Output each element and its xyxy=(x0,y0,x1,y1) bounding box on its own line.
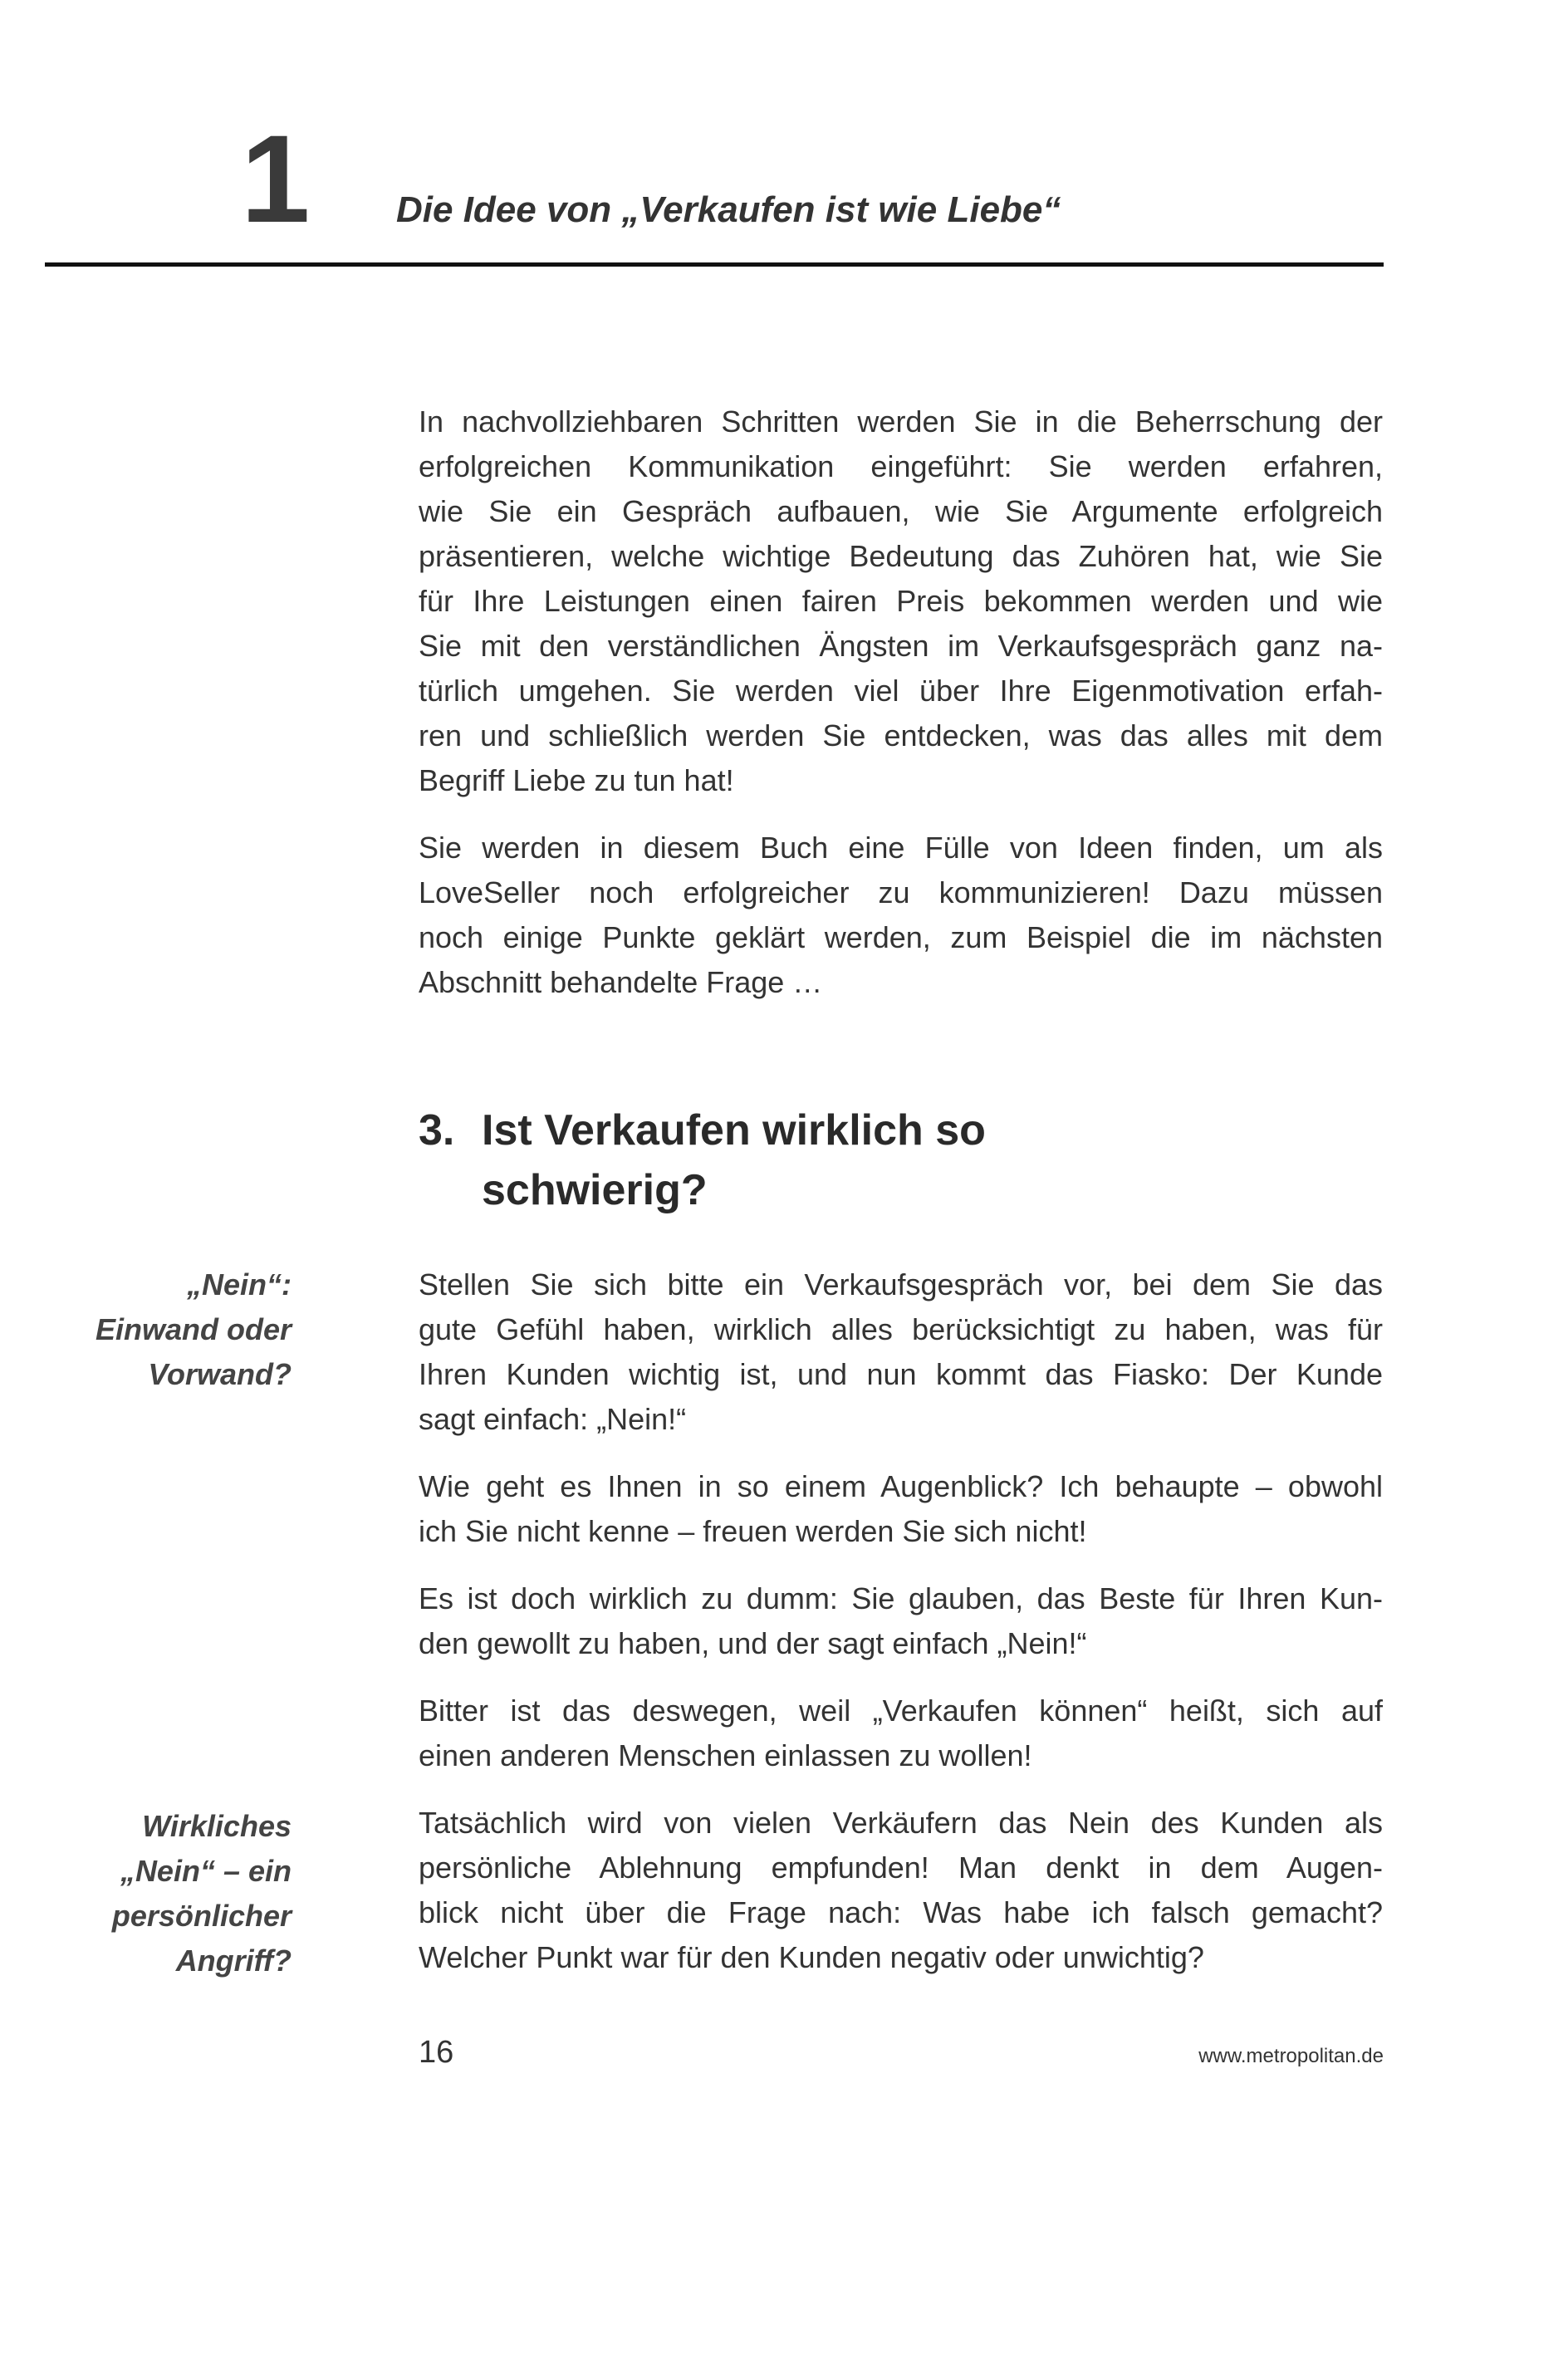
header-divider xyxy=(45,262,1384,267)
text-line: Angriff? xyxy=(175,1944,292,1978)
paragraph xyxy=(419,826,1383,1005)
text-line: blick nicht über die Frage nach: Was habe ich falsch gemacht? xyxy=(419,1895,1383,1929)
text-line: ren und schließlich werden Sie entdecken, was das alles mit dem xyxy=(419,718,1383,752)
text-line: erfolgreichen Kommunikation eingeführt: Sie werden erfahren, xyxy=(419,449,1383,483)
chapter-title: Die Idee von „Verkaufen ist wie Liebe“ xyxy=(396,189,1061,230)
text-line: für Ihre Leistungen einen fairen Preis bekommen werden und wie xyxy=(419,584,1383,618)
paragraph xyxy=(419,1576,1383,1666)
text-line: Begriff Liebe zu tun hat! xyxy=(419,763,734,797)
text-line: Wie geht es Ihnen in so einem Augenblick? Ich behaupte – obwohl xyxy=(419,1469,1383,1503)
text-line: Stellen Sie sich bitte ein Verkaufsgespräch vor, bei dem Sie das xyxy=(419,1267,1383,1302)
text-line: Es ist doch wirklich zu dumm: Sie glauben, das Beste für Ihren Kun- xyxy=(419,1581,1383,1615)
section-heading xyxy=(419,1101,986,1220)
text-line: präsentieren, welche wichtige Bedeutung das Zuhören hat, wie Sie xyxy=(419,539,1383,573)
text-line: Einwand oder xyxy=(95,1312,292,1346)
text-line: „Nein“: xyxy=(187,1267,292,1302)
text-line: Abschnitt behandelte Frage … xyxy=(419,965,823,999)
text-line: Sie mit den verständlichen Ängsten im Verkaufsgespräch ganz na- xyxy=(419,629,1383,663)
paragraph xyxy=(419,1689,1383,1778)
text-line: Tatsächlich wird von vielen Verkäufern das Nein des Kunden als xyxy=(419,1806,1383,1840)
text-line: Sie werden in diesem Buch eine Fülle von Ideen finden, um als xyxy=(419,831,1383,865)
section-title-line: schwierig? xyxy=(482,1166,708,1214)
text-line: türlich umgehen. Sie werden viel über Ihre Eigenmotivation erfah- xyxy=(419,674,1383,708)
publisher-url: www.metropolitan.de xyxy=(1198,2045,1384,2067)
paragraph xyxy=(419,1464,1383,1554)
text-line: „Nein“ – ein xyxy=(120,1854,292,1888)
margin-note xyxy=(42,1262,292,1397)
text-line: wie Sie ein Gespräch aufbauen, wie Sie Argumente erfolgreich xyxy=(419,494,1383,528)
text-line: Bitter ist das deswegen, weil „Verkaufen können“ heißt, sich auf xyxy=(419,1694,1383,1728)
section-text xyxy=(419,1262,1383,2003)
paragraph xyxy=(419,400,1383,803)
text-line: gute Gefühl haben, wirklich alles berücksichtigt zu haben, was für xyxy=(419,1312,1383,1346)
text-line: In nachvollziehbaren Schritten werden Sie in die Beherrschung der xyxy=(419,404,1383,439)
margin-note xyxy=(42,1804,292,1983)
intro-text xyxy=(419,400,1383,1027)
text-line: persönliche Ablehnung empfunden! Man denkt in dem Augen- xyxy=(419,1851,1383,1885)
text-line: Ihren Kunden wichtig ist, und nun kommt das Fiasko: Der Kunde xyxy=(419,1357,1383,1391)
text-line: den gewollt zu haben, und der sagt einfach „Nein!“ xyxy=(419,1626,1087,1660)
text-line: Wirkliches xyxy=(142,1809,292,1843)
text-line: ich Sie nicht kenne – freuen werden Sie sich nicht! xyxy=(419,1514,1087,1548)
text-line: sagt einfach: „Nein!“ xyxy=(419,1402,687,1436)
text-line: noch einige Punkte geklärt werden, zum Beispiel die im nächsten xyxy=(419,920,1383,954)
text-line: persönlicher xyxy=(111,1899,292,1933)
text-line: LoveSeller noch erfolgreicher zu kommunizieren! Dazu müssen xyxy=(419,875,1383,909)
text-line: Welcher Punkt war für den Kunden negativ oder unwichtig? xyxy=(419,1940,1204,1974)
section-title-line: Ist Verkaufen wirklich so xyxy=(482,1106,986,1154)
section-number: 3. xyxy=(419,1106,455,1154)
text-line: Vorwand? xyxy=(148,1357,292,1391)
paragraph xyxy=(419,1801,1383,1980)
chapter-number: 1 xyxy=(241,109,311,248)
text-line: einen anderen Menschen einlassen zu wollen! xyxy=(419,1738,1032,1772)
paragraph xyxy=(419,1262,1383,1442)
page-number: 16 xyxy=(419,2035,454,2070)
